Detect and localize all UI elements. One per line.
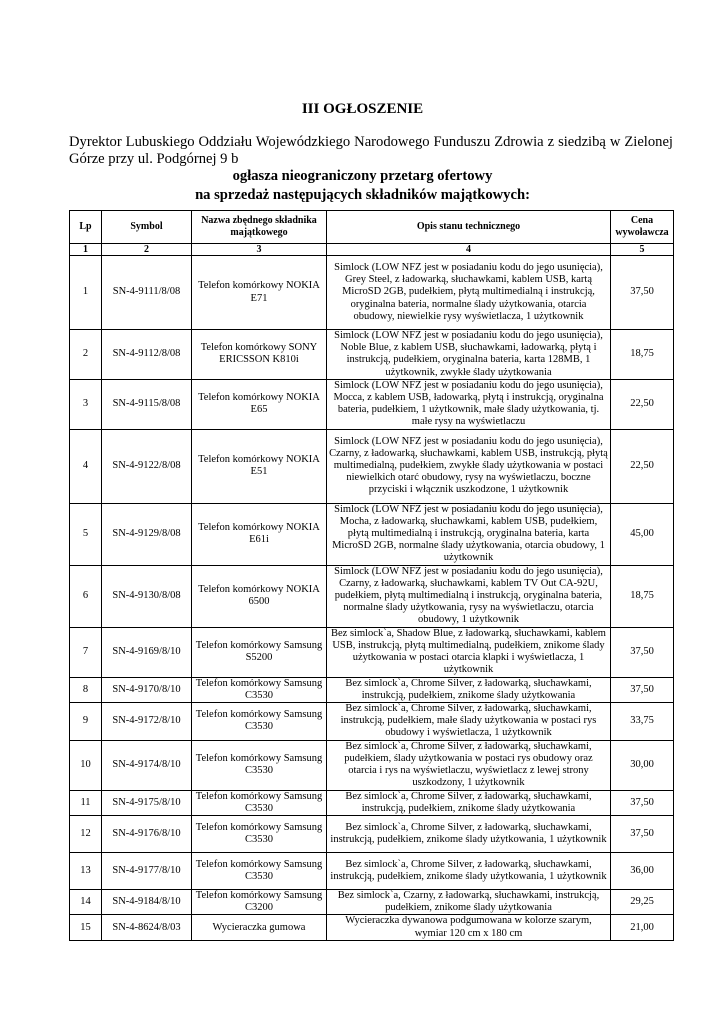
column-number-row [70, 244, 674, 256]
row-description: Bez simlock`a, Chrome Silver, z ładowarką, słuchawkami, instrukcją, pudełkiem, znikome ślady użytkowania, 1 użytkownik [327, 853, 611, 890]
row-symbol: SN-4-9172/8/10 [102, 703, 192, 741]
row-symbol: SN-4-9175/8/10 [102, 790, 192, 815]
row-description: Wycieraczka dywanowa podgumowana w kolorze szarym, wymiar 120 cm x 180 cm [327, 915, 611, 940]
row-lp: 13 [70, 853, 102, 890]
header-symbol: Symbol [102, 211, 192, 244]
table-row [70, 565, 674, 627]
row-description: Simlock (LOW NFZ jest w posiadaniu kodu do jego usunięcia), Grey Steel, z ładowarką, słuchawkami, kablem USB, kartą MicroSD 2GB, pudełkiem, płytą multimedialną i instrukcją, oryginalna bateria, normalne ślady użytkowania, otarcia obudowy, niewielkie rysy wyświetlacza, 1 użytkownik [327, 256, 611, 330]
table-row [70, 677, 674, 702]
row-symbol: SN-4-9112/8/08 [102, 330, 192, 380]
row-description: Simlock (LOW NFZ jest w posiadaniu kodu do jego usunięcia), Mocha, z ładowarką, słuchawkami, kablem USB, pudełkiem, płytą multimedialną i instrukcją, oryginalna bateria, karta MicroSD 2GB, normalne ślady użytkowania, otarcia obudowy, 1 użytkownik [327, 503, 611, 565]
row-price: 33,75 [611, 703, 674, 741]
announcement-subtitle: ogłasza nieograniczony przetarg ofertowy [232, 168, 493, 184]
row-symbol: SN-4-9184/8/10 [102, 890, 192, 915]
row-price: 37,50 [611, 256, 674, 330]
column-number: 4 [327, 244, 611, 256]
row-name: Telefon komórkowy NOKIA E65 [192, 379, 327, 429]
row-name: Telefon komórkowy Samsung C3200 [192, 890, 327, 915]
row-symbol: SN-4-9177/8/10 [102, 853, 192, 890]
row-lp: 15 [70, 915, 102, 940]
row-symbol: SN-4-9115/8/08 [102, 379, 192, 429]
column-number: 2 [102, 244, 192, 256]
row-name: Telefon komórkowy Samsung C3530 [192, 703, 327, 741]
row-name: Telefon komórkowy Samsung C3530 [192, 816, 327, 853]
row-name: Telefon komórkowy NOKIA 6500 [192, 565, 327, 627]
row-price: 37,50 [611, 677, 674, 702]
column-number: 3 [192, 244, 327, 256]
table-row [70, 429, 674, 503]
row-description: Bez simlock`a, Chrome Silver, z ładowarką, słuchawkami, instrukcją, pudełkiem, znikome ślady użytkowania [327, 677, 611, 702]
row-name: Telefon komórkowy Samsung S5200 [192, 627, 327, 677]
row-price: 21,00 [611, 915, 674, 940]
table-row [70, 703, 674, 741]
row-description: Bez simlock`a, Chrome Silver, z ładowarką, słuchawkami, instrukcją, pudełkiem, znikome ślady użytkowania, 1 użytkownik [327, 816, 611, 853]
table-body [70, 256, 674, 941]
column-number: 1 [70, 244, 102, 256]
row-price: 22,50 [611, 379, 674, 429]
table-row [70, 890, 674, 915]
table-row [70, 379, 674, 429]
row-name: Telefon komórkowy NOKIA E61i [192, 503, 327, 565]
row-price: 22,50 [611, 429, 674, 503]
table-row [70, 256, 674, 330]
row-description: Bez simlock`a, Czarny, z ładowarką, słuchawkami, instrukcją, pudełkiem, znikome ślady użytkowania [327, 890, 611, 915]
table-row [70, 330, 674, 380]
assets-table [69, 210, 674, 941]
row-price: 37,50 [611, 790, 674, 815]
row-lp: 7 [70, 627, 102, 677]
row-price: 30,00 [611, 740, 674, 790]
table-header-row [70, 211, 674, 244]
row-name: Telefon komórkowy NOKIA E51 [192, 429, 327, 503]
row-name: Telefon komórkowy Samsung C3530 [192, 790, 327, 815]
table-row [70, 915, 674, 940]
row-name: Telefon komórkowy Samsung C3530 [192, 677, 327, 702]
row-name: Telefon komórkowy Samsung C3530 [192, 740, 327, 790]
row-symbol: SN-4-9174/8/10 [102, 740, 192, 790]
column-number: 5 [611, 244, 674, 256]
row-price: 36,00 [611, 853, 674, 890]
row-symbol: SN-4-9169/8/10 [102, 627, 192, 677]
row-lp: 3 [70, 379, 102, 429]
row-name: Telefon komórkowy SONY ERICSSON K810i [192, 330, 327, 380]
table-row [70, 503, 674, 565]
row-lp: 8 [70, 677, 102, 702]
row-description: Bez simlock`a, Chrome Silver, z ładowarką, słuchawkami, pudełkiem, ślady użytkowania w postaci rys obudowy oraz otarcia i rys na wyświetlaczu, wyświetlacz z lewej strony uszkodzony, 1 użytkownik [327, 740, 611, 790]
announcement-subtitle-2: na sprzedaż następujących składników majątkowych: [195, 187, 530, 203]
row-lp: 12 [70, 816, 102, 853]
row-lp: 9 [70, 703, 102, 741]
row-price: 45,00 [611, 503, 674, 565]
row-lp: 5 [70, 503, 102, 565]
table-row [70, 627, 674, 677]
row-lp: 2 [70, 330, 102, 380]
row-description: Simlock (LOW NFZ jest w posiadaniu kodu do jego usunięcia), Czarny, z ładowarką, słuchawkami, kablem USB, instrukcją, płytą multimedialną, pudełkiem, zwykłe ślady użytkowania w postaci niewielkich otarć obudowy, rysy na wyświetlaczu, boczne przyciski i włącznik uszkodzone, 1 użytkownik [327, 429, 611, 503]
document-title: III OGŁOSZENIE [301, 101, 424, 117]
row-symbol: SN-4-9129/8/08 [102, 503, 192, 565]
row-symbol: SN-4-8624/8/03 [102, 915, 192, 940]
row-price: 37,50 [611, 627, 674, 677]
row-lp: 1 [70, 256, 102, 330]
row-description: Bez simlock`a, Chrome Silver, z ładowarką, słuchawkami, instrukcją, pudełkiem, znikome ślady użytkowania [327, 790, 611, 815]
row-description: Bez simlock`a, Shadow Blue, z ładowarką, słuchawkami, kablem USB, instrukcją, płytą multimedialną, pudełkiem, znikome ślady użytkowania w postaci otarcia klapki i wyświetlacza, 1 użytkownik [327, 627, 611, 677]
row-symbol: SN-4-9176/8/10 [102, 816, 192, 853]
row-lp: 4 [70, 429, 102, 503]
row-description: Simlock (LOW NFZ jest w posiadaniu kodu do jego usunięcia), Mocca, z kablem USB, ładowarką, płytą i instrukcją, oryginalna bateria, pudełkiem, 1 użytkownik, małe ślady użytkowania, tj. małe rysy na wyświetlaczu [327, 379, 611, 429]
intro-paragraph: Dyrektor Lubuskiego Oddziału Wojewódzkiego Narodowego Funduszu Zdrowia z siedzibą w Zielonej Górze przy ul. Podgórnej 9 b [69, 134, 673, 167]
row-description: Simlock (LOW NFZ jest w posiadaniu kodu do jego usunięcia), Noble Blue, z kablem USB, słuchawkami, ładowarką, płytą i instrukcją, pudełkiem, oryginalna bateria, karta 128MB, 1 użytkownik, zwykłe ślady użytkowania [327, 330, 611, 380]
row-name: Wycieraczka gumowa [192, 915, 327, 940]
row-description: Bez simlock`a, Chrome Silver, z ładowarką, słuchawkami, instrukcją, pudełkiem, małe ślady użytkowania w postaci rys obudowy i wyświetlacza, 1 użytkownik [327, 703, 611, 741]
row-description: Simlock (LOW NFZ jest w posiadaniu kodu do jego usunięcia), Czarny, z ładowarką, słuchawkami, kablem TV Out CA-92U, pudełkiem, płytą multimedialną i instrukcją, oryginalna bateria, normalne ślady użytkowania, rysy na wyświetlaczu, otarcia obudowy, 1 użytkownik [327, 565, 611, 627]
row-symbol: SN-4-9170/8/10 [102, 677, 192, 702]
row-lp: 10 [70, 740, 102, 790]
header-description: Opis stanu technicznego [327, 211, 611, 244]
row-price: 29,25 [611, 890, 674, 915]
table-row [70, 740, 674, 790]
row-lp: 14 [70, 890, 102, 915]
header-price: Cena wywoławcza [611, 211, 674, 244]
header-name: Nazwa zbędnego składnika majątkowego [192, 211, 327, 244]
row-name: Telefon komórkowy Samsung C3530 [192, 853, 327, 890]
row-symbol: SN-4-9111/8/08 [102, 256, 192, 330]
row-symbol: SN-4-9130/8/08 [102, 565, 192, 627]
table-row [70, 853, 674, 890]
table-row [70, 790, 674, 815]
table-row [70, 816, 674, 853]
row-price: 18,75 [611, 565, 674, 627]
header-lp: Lp [70, 211, 102, 244]
row-price: 18,75 [611, 330, 674, 380]
row-price: 37,50 [611, 816, 674, 853]
row-lp: 11 [70, 790, 102, 815]
row-name: Telefon komórkowy NOKIA E71 [192, 256, 327, 330]
row-symbol: SN-4-9122/8/08 [102, 429, 192, 503]
row-lp: 6 [70, 565, 102, 627]
